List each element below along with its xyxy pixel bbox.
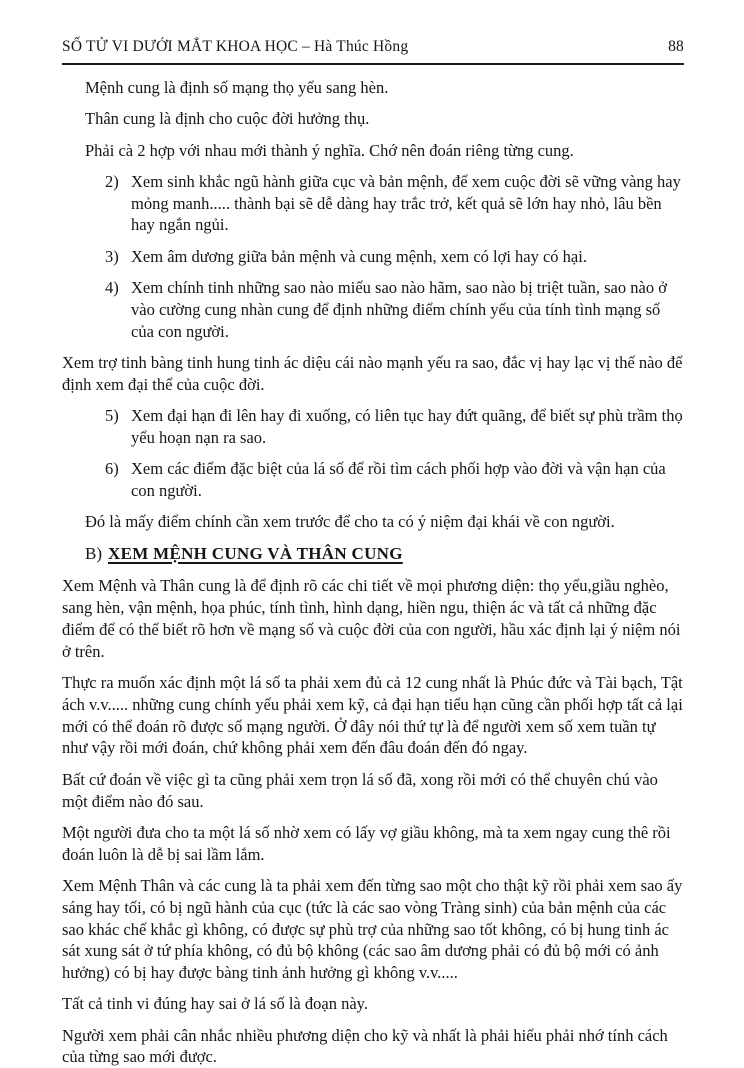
- list-item: [105, 458, 684, 502]
- paragraph: Bất cứ đoán về việc gì ta cũng phải xem trọn lá số đã, xong rồi mới có thể chuyên chú vào một điểm nào đó sau.: [62, 769, 658, 811]
- paragraph: Người xem phải cân nhắc nhiều phương diện cho kỹ và nhất là phải hiểu phải nhớ tính cách của từng sao mới được.: [62, 1025, 668, 1067]
- list-item: [105, 277, 684, 342]
- list-marker: 6): [105, 459, 119, 479]
- paragraph: Mệnh cung là định số mạng thọ yểu sang hèn.: [85, 78, 389, 97]
- list-marker: 5): [105, 406, 119, 426]
- running-title: SỐ TỬ VI DƯỚI MẮT KHOA HỌC – Hà Thúc Hồng: [62, 38, 409, 55]
- list-item: [105, 405, 684, 449]
- list-item-text: Xem chính tinh những sao nào miếu sao nào hãm, sao nào bị triệt tuần, sao nào ở vào cường cung nhàn cung để định những điểm chính yếu của tính tình mạng số của con người.: [131, 278, 667, 341]
- paragraph: Một người đưa cho ta một lá số nhờ xem có lấy vợ giầu không, mà ta xem ngay cung thê rồi đoán luôn là dễ bị sai lầm lắm.: [62, 822, 671, 864]
- list-item-text: Xem sinh khắc ngũ hành giữa cục và bản mệnh, để xem cuộc đời sẽ vững vàng hay mỏng manh..... thành bại sẽ dễ dàng hay trắc trở, kết quả sẽ lớn hay nhỏ, lâu bền hay ngắn ngủi.: [131, 171, 681, 235]
- section-title: XEM MỆNH CUNG VÀ THÂN CUNG: [108, 543, 403, 563]
- page-number: 88: [668, 38, 684, 55]
- list-marker: 4): [105, 278, 119, 298]
- list-item-text: Xem các điểm đặc biệt của lá số để rồi tìm cách phối hợp vào đời và vận hạn của con người.: [131, 459, 666, 500]
- list-item-text: Xem đại hạn đi lên hay đi xuống, có liên tục hay đứt quãng, để biết sự phù trầm thọ yểu hoạn nạn ra sao.: [131, 406, 683, 447]
- paragraph: Thân cung là định cho cuộc đời hưởng thụ.: [85, 109, 370, 129]
- list-item: [105, 171, 684, 236]
- section-label: B): [85, 543, 102, 563]
- page-header: [62, 38, 684, 65]
- paragraph: Đó là mấy điểm chính cần xem trước để cho ta có ý niệm đại khái về con người.: [85, 512, 615, 532]
- section-heading: [85, 543, 684, 565]
- list-marker: 3): [105, 246, 119, 266]
- page-content: [62, 65, 684, 1068]
- paragraph: Xem Mệnh Thân và các cung là ta phải xem đến từng sao một cho thật kỹ rồi phải xem sao ấy sáng hay tối, có bị ngũ hành của cục (tức là các sao vòng Tràng sinh) của bản mệnh của các sao khác chế khắc gì không, có được sự phù trợ của những sao tốt không, có bị hung tinh ác sát xung sát ở tứ phía không, có đủ bộ không (các sao âm dương phải có đủ bộ mới có ảnh hưởng) có bị hay được bàng tinh ảnh hưởng gì không v.v.....: [62, 875, 683, 983]
- paragraph: Thực ra muốn xác định một lá số ta phải xem đủ cả 12 cung nhất là Phúc đức và Tài bạch, Tật ách v.v..... những cung chính yếu phải xem kỹ, cả đại hạn tiểu hạn cũng cần phối hợp tất cả lại mới có thể đoán rõ được số mạng người. Ở đây nói thứ tự là để người xem số xem tuần tự như vậy rồi mới đoán, chứ không phải xem đến đâu đoán đến đó ngay.: [62, 673, 683, 758]
- list-item: [105, 246, 684, 268]
- paragraph: Xem Mệnh và Thân cung là để định rõ các chi tiết về mọi phương diện: thọ yểu,giầu nghèo, sang hèn, vận mệnh, họa phúc, tính tình, hình dạng, hiền ngu, thiện ác và tất cả những đặc điểm để có thể biết rõ hơn về mạng số và cuộc đời của con người, hầu xác định lại ý niệm nói ở trên.: [62, 576, 681, 661]
- paragraph: Tất cả tinh vi đúng hay sai ở lá số là đoạn này.: [62, 994, 368, 1014]
- list-marker: 2): [105, 171, 119, 191]
- paragraph: Phải cà 2 hợp với nhau mới thành ý nghĩa. Chớ nên đoán riêng từng cung.: [85, 140, 574, 160]
- list-item-text: Xem âm dương giữa bản mệnh và cung mệnh, xem có lợi hay có hại.: [131, 246, 587, 266]
- paragraph: Xem trợ tinh bàng tinh hung tinh ác diệu cái nào mạnh yếu ra sao, đắc vị hay lạc vị thế nào để định xem đại thể của cuộc đời.: [62, 352, 683, 394]
